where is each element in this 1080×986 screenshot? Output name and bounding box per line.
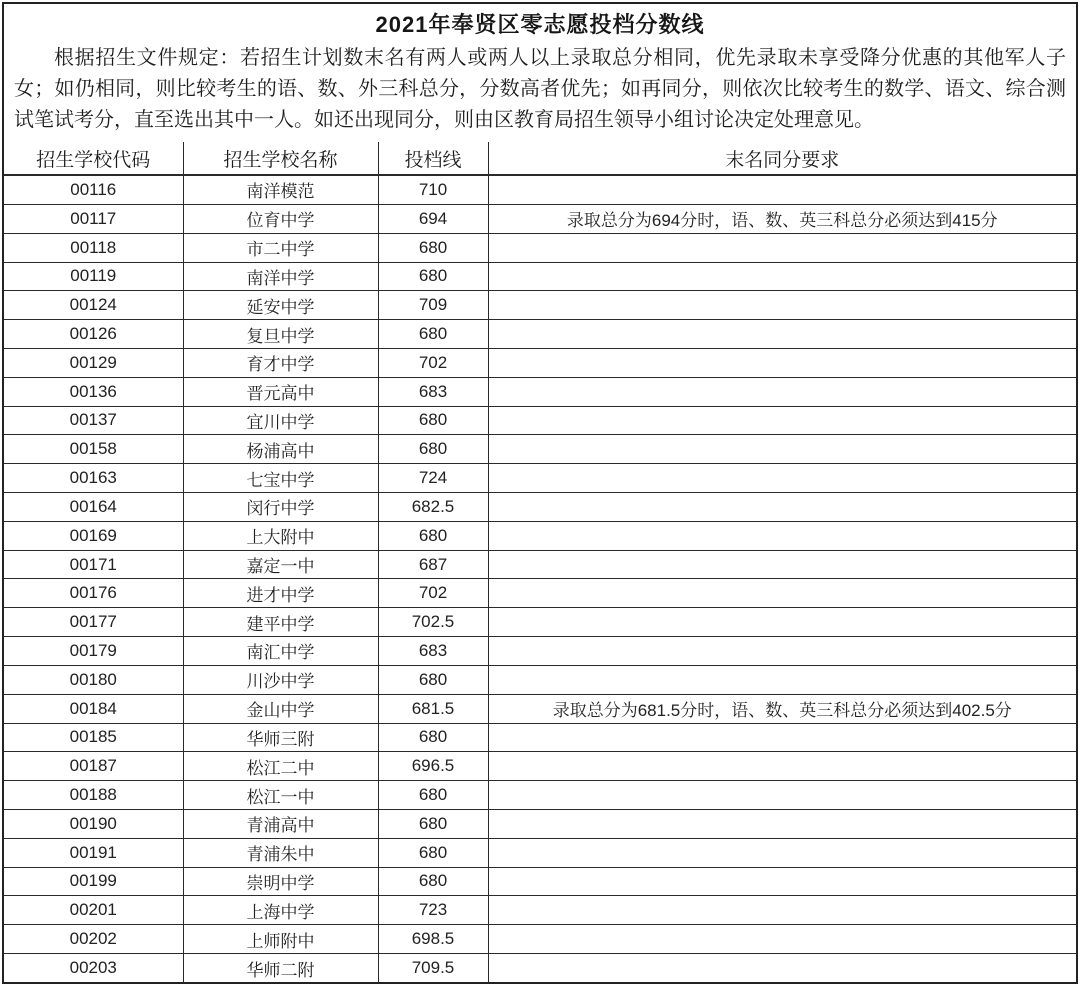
school-code-cell: 00116: [4, 175, 183, 204]
school-name-cell: 崇明中学: [183, 867, 378, 896]
school-code-cell: 00137: [4, 406, 183, 435]
table-row: [4, 262, 1076, 291]
table-row: [4, 175, 1076, 204]
tiebreak-requirement-cell: [488, 867, 1076, 896]
school-code-cell: 00117: [4, 204, 183, 233]
cutoff-score-cell: 702: [378, 348, 488, 377]
school-name-cell: 华师二附: [183, 954, 378, 983]
cutoff-score-cell: 680: [378, 262, 488, 291]
school-name-cell: 南洋中学: [183, 262, 378, 291]
tiebreak-requirement-cell: [488, 377, 1076, 406]
school-code-cell: 00176: [4, 579, 183, 608]
school-name-cell: 宜川中学: [183, 406, 378, 435]
school-code-cell: 00171: [4, 550, 183, 579]
tiebreak-requirement-cell: 录取总分为681.5分时，语、数、英三科总分必须达到402.5分: [488, 694, 1076, 723]
cutoff-score-cell: 683: [378, 637, 488, 666]
tiebreak-requirement-cell: [488, 406, 1076, 435]
tiebreak-requirement-cell: [488, 348, 1076, 377]
school-name-cell: 青浦朱中: [183, 838, 378, 867]
tiebreak-requirement-cell: [488, 464, 1076, 493]
school-code-cell: 00163: [4, 464, 183, 493]
table-row: [4, 723, 1076, 752]
table-row: [4, 493, 1076, 522]
cutoff-score-cell: 680: [378, 521, 488, 550]
school-code-cell: 00202: [4, 925, 183, 954]
intro-paragraph: 根据招生文件规定：若招生计划数末名有两人或两人以上录取总分相同，优先录取未享受降分优惠的其他军人子女；如仍相同，则比较考生的语、数、外三科总分，分数高者优先；如再同分，则依次比较考生的数学、语文、综合测试笔试考分，直至选出其中一人。如还出现同分，则由区教育局招生领导小组讨论决定处理意见。: [14, 47, 1066, 131]
school-name-cell: 七宝中学: [183, 464, 378, 493]
school-code-cell: 00129: [4, 348, 183, 377]
column-header-school-name: 招生学校名称: [183, 142, 378, 175]
school-code-cell: 00126: [4, 320, 183, 349]
tiebreak-requirement-cell: [488, 233, 1076, 262]
tiebreak-requirement-cell: [488, 175, 1076, 204]
table-row: [4, 608, 1076, 637]
tiebreak-requirement-cell: [488, 809, 1076, 838]
school-name-cell: 川沙中学: [183, 665, 378, 694]
tiebreak-requirement-cell: [488, 320, 1076, 349]
cutoff-score-cell: 680: [378, 809, 488, 838]
school-name-cell: 延安中学: [183, 291, 378, 320]
table-row: [4, 406, 1076, 435]
score-table: [4, 142, 1076, 982]
school-code-cell: 00199: [4, 867, 183, 896]
school-name-cell: 市二中学: [183, 233, 378, 262]
tiebreak-requirement-cell: [488, 262, 1076, 291]
cutoff-score-cell: 710: [378, 175, 488, 204]
table-row: [4, 781, 1076, 810]
table-row: [4, 348, 1076, 377]
school-name-cell: 上海中学: [183, 896, 378, 925]
cutoff-score-cell: 698.5: [378, 925, 488, 954]
cutoff-score-cell: 694: [378, 204, 488, 233]
table-row: [4, 579, 1076, 608]
table-row: [4, 550, 1076, 579]
school-name-cell: 金山中学: [183, 694, 378, 723]
school-name-cell: 位育中学: [183, 204, 378, 233]
school-code-cell: 00184: [4, 694, 183, 723]
column-header-cutoff-line: 投档线: [378, 142, 488, 175]
tiebreak-requirement-cell: [488, 493, 1076, 522]
school-code-cell: 00169: [4, 521, 183, 550]
school-name-cell: 晋元高中: [183, 377, 378, 406]
tiebreak-requirement-cell: [488, 838, 1076, 867]
tiebreak-requirement-cell: [488, 925, 1076, 954]
tiebreak-requirement-cell: [488, 435, 1076, 464]
table-row: [4, 954, 1076, 983]
school-name-cell: 松江一中: [183, 781, 378, 810]
school-name-cell: 复旦中学: [183, 320, 378, 349]
school-code-cell: 00185: [4, 723, 183, 752]
table-header-row: [4, 142, 1076, 175]
school-code-cell: 00158: [4, 435, 183, 464]
school-code-cell: 00191: [4, 838, 183, 867]
cutoff-score-cell: 724: [378, 464, 488, 493]
cutoff-score-cell: 680: [378, 723, 488, 752]
document-page: [2, 2, 1078, 984]
table-row: [4, 521, 1076, 550]
cutoff-score-cell: 680: [378, 435, 488, 464]
cutoff-score-cell: 680: [378, 781, 488, 810]
table-row: [4, 809, 1076, 838]
cutoff-score-cell: 680: [378, 233, 488, 262]
tiebreak-requirement-cell: [488, 781, 1076, 810]
school-name-cell: 南洋模范: [183, 175, 378, 204]
cutoff-score-cell: 702: [378, 579, 488, 608]
tiebreak-requirement-cell: [488, 665, 1076, 694]
cutoff-score-cell: 683: [378, 377, 488, 406]
cutoff-score-cell: 681.5: [378, 694, 488, 723]
page-title: 2021年奉贤区零志愿投档分数线: [375, 12, 705, 37]
tiebreak-requirement-cell: [488, 723, 1076, 752]
school-code-cell: 00164: [4, 493, 183, 522]
tiebreak-requirement-cell: [488, 579, 1076, 608]
table-row: [4, 867, 1076, 896]
cutoff-score-cell: 687: [378, 550, 488, 579]
school-code-cell: 00187: [4, 752, 183, 781]
table-row: [4, 233, 1076, 262]
cutoff-score-cell: 723: [378, 896, 488, 925]
school-code-cell: 00180: [4, 665, 183, 694]
table-row: [4, 694, 1076, 723]
school-name-cell: 建平中学: [183, 608, 378, 637]
tiebreak-requirement-cell: [488, 896, 1076, 925]
school-name-cell: 华师三附: [183, 723, 378, 752]
table-row: [4, 637, 1076, 666]
school-name-cell: 上师附中: [183, 925, 378, 954]
tiebreak-requirement-cell: [488, 550, 1076, 579]
school-name-cell: 育才中学: [183, 348, 378, 377]
cutoff-score-cell: 709: [378, 291, 488, 320]
school-name-cell: 杨浦高中: [183, 435, 378, 464]
school-name-cell: 嘉定一中: [183, 550, 378, 579]
table-body: [4, 175, 1076, 982]
tiebreak-requirement-cell: 录取总分为694分时，语、数、英三科总分必须达到415分: [488, 204, 1076, 233]
school-code-cell: 00188: [4, 781, 183, 810]
cutoff-score-cell: 696.5: [378, 752, 488, 781]
tiebreak-requirement-cell: [488, 752, 1076, 781]
table-row: [4, 925, 1076, 954]
cutoff-score-cell: 682.5: [378, 493, 488, 522]
score-table-container: [4, 142, 1076, 982]
table-row: [4, 464, 1076, 493]
table-row: [4, 838, 1076, 867]
table-row: [4, 752, 1076, 781]
cutoff-score-cell: 680: [378, 867, 488, 896]
table-row: [4, 435, 1076, 464]
table-row: [4, 377, 1076, 406]
school-code-cell: 00203: [4, 954, 183, 983]
cutoff-score-cell: 680: [378, 665, 488, 694]
column-header-tiebreak-requirement: 末名同分要求: [488, 142, 1076, 175]
cutoff-score-cell: 680: [378, 838, 488, 867]
table-row: [4, 291, 1076, 320]
table-row: [4, 320, 1076, 349]
school-name-cell: 上大附中: [183, 521, 378, 550]
school-code-cell: 00201: [4, 896, 183, 925]
school-code-cell: 00177: [4, 608, 183, 637]
table-row: [4, 204, 1076, 233]
tiebreak-requirement-cell: [488, 954, 1076, 983]
tiebreak-requirement-cell: [488, 291, 1076, 320]
table-row: [4, 896, 1076, 925]
school-name-cell: 进才中学: [183, 579, 378, 608]
school-name-cell: 松江二中: [183, 752, 378, 781]
cutoff-score-cell: 702.5: [378, 608, 488, 637]
school-code-cell: 00190: [4, 809, 183, 838]
tiebreak-requirement-cell: [488, 521, 1076, 550]
cutoff-score-cell: 680: [378, 320, 488, 349]
cutoff-score-cell: 680: [378, 406, 488, 435]
tiebreak-requirement-cell: [488, 608, 1076, 637]
school-code-cell: 00136: [4, 377, 183, 406]
school-code-cell: 00118: [4, 233, 183, 262]
school-name-cell: 闵行中学: [183, 493, 378, 522]
school-name-cell: 南汇中学: [183, 637, 378, 666]
cutoff-score-cell: 709.5: [378, 954, 488, 983]
tiebreak-requirement-cell: [488, 637, 1076, 666]
school-code-cell: 00179: [4, 637, 183, 666]
school-code-cell: 00124: [4, 291, 183, 320]
column-header-school-code: 招生学校代码: [4, 142, 183, 175]
school-name-cell: 青浦高中: [183, 809, 378, 838]
table-row: [4, 665, 1076, 694]
school-code-cell: 00119: [4, 262, 183, 291]
